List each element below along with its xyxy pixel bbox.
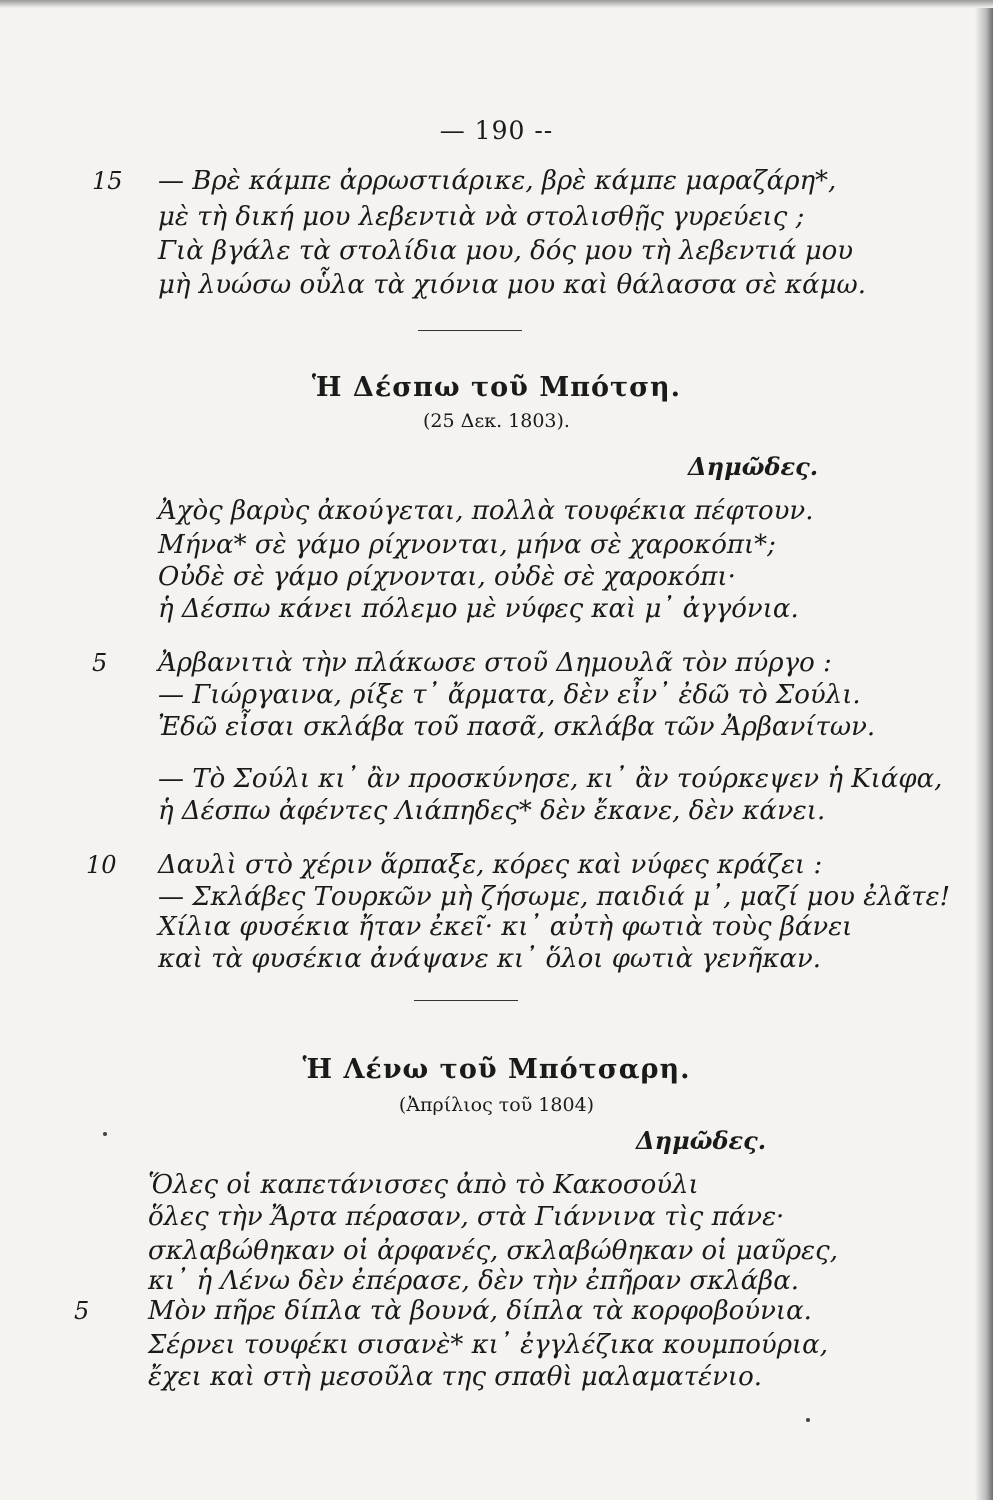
poem-date: (25 Δεκ. 1803). [423,410,570,432]
scan-speck [103,1132,107,1136]
verse-line: ἡ Δέσπω κάνει πόλεμο μὲ νύφες καὶ μ᾿ ἀγγόνια. [158,594,799,624]
verse-line: — Βρὲ κάμπε ἀρρωστιάρικε, βρὲ κάμπε μαραζάρη*, [158,166,837,196]
verse-line: ὅλες τὴν Ἄρτα πέρασαν, στὰ Γιάννινα τὶς πάνε· [148,1202,785,1232]
verse-line: Σέρνει τουφέκι σισανὲ* κι᾿ ἐγγλέζικα κουμπούρια, [148,1330,828,1360]
verse-line: μὲ τὴ δική μου λεβεντιὰ νὰ στολισθῇς γυρεύεις ; [158,202,805,232]
verse-line: Χίλια φυσέκια ἤταν ἐκεῖ· κι᾿ αὐτὴ φωτιὰ τοὺς βάνει [158,912,853,942]
verse-line: — Γιώργαινα, ρίξε τ᾿ ἄρματα, δὲν εἶν᾿ ἐδῶ τὸ Σούλι. [158,680,861,710]
verse-line: μὴ λυώσω οὗλα τὰ χιόνια μου καὶ θάλασσα σὲ κάμω. [158,270,867,300]
verse-line: — Τὸ Σούλι κι᾿ ἂν προσκύνησε, κι᾿ ἂν τούρκεψεν ἡ Κιάφα, [158,764,943,794]
poem-genre: Δημῶδες. [688,452,819,481]
line-number: 10 [86,851,117,879]
verse-line: κι᾿ ἡ Λένω δὲν ἐπέρασε, δὲν τὴν ἐπῆραν σκλάβα. [148,1266,800,1296]
verse-line: Ἀρβανιτιὰ τὴν πλάκωσε στοῦ Δημουλᾶ τὸν πύργο : [158,648,832,678]
poem-title: Ἡ Δέσπω τοῦ Μπότση. [311,372,682,403]
verse-line: Ἐδῶ εἶσαι σκλάβα τοῦ πασᾶ, σκλάβα τῶν Ἀρβανίτων. [158,712,876,742]
verse-line: ἔχει καὶ στὴ μεσοῦλα της σπαθὶ μαλαματένιο. [148,1362,763,1392]
verse-line: Ὅλες οἱ καπετάνισσες ἀπὸ τὸ Κακοσούλι [148,1170,699,1200]
line-number: 15 [92,167,123,195]
poem-genre: Δημῶδες. [636,1126,767,1155]
poem-title: Ἡ Λένω τοῦ Μπότσαρη. [302,1054,691,1085]
section-divider [414,1000,518,1001]
verse-line: σκλαβώθηκαν οἱ ἀρφανές, σκλαβώθηκαν οἱ μαῦρες, [148,1236,838,1266]
verse-line: Γιὰ βγάλε τὰ στολίδια μου, δός μου τὴ λεβεντιά μου [158,236,854,266]
verse-line: Μήνα* σὲ γάμο ρίχνονται, μήνα σὲ χαροκόπι*; [158,530,776,560]
verse-line: καὶ τὰ φυσέκια ἀνάψανε κι᾿ ὅλοι φωτιὰ γενῆκαν. [158,944,822,974]
verse-line: Δαυλὶ στὸ χέριν ἅρπαξε, κόρες καὶ νύφες κράζει : [158,850,823,880]
line-number: 5 [92,649,108,677]
page-number: — 190 -- [439,116,554,145]
scan-speck [806,1418,810,1422]
verse-line: Ἀχὸς βαρὺς ἀκούγεται, πολλὰ τουφέκια πέφτουν. [158,496,814,526]
poem-date: (Ἀπρίλιος τοῦ 1804) [398,1094,595,1116]
verse-line: — Σκλάβες Τουρκῶν μὴ ζήσωμε, παιδιά μ᾿, μαζί μου ἐλᾶτε! [158,882,951,912]
verse-line: Μὸν πῆρε δίπλα τὰ βουνά, δίπλα τὰ κορφοβούνια. [148,1296,812,1326]
verse-line: ἡ Δέσπω ἀφέντες Λιάπηδες* δὲν ἔκανε, δὲν κάνει. [158,796,826,826]
verse-line: Οὐδὲ σὲ γάμο ρίχνονται, οὐδὲ σὲ χαροκόπι· [158,562,736,592]
line-number: 5 [74,1297,90,1325]
section-divider [418,330,522,331]
